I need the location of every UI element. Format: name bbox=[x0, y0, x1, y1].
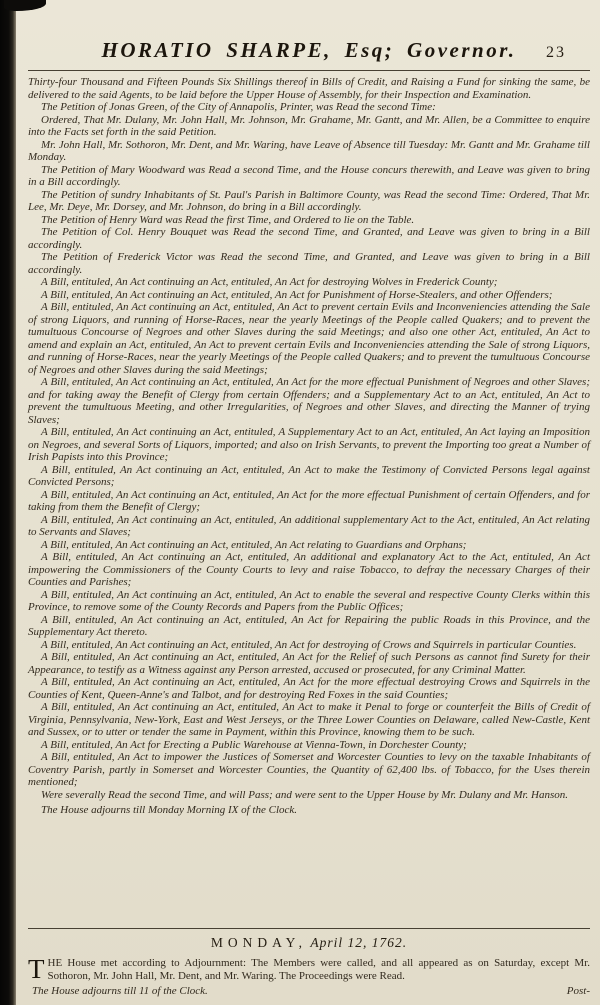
paragraph: A Bill, entituled, An Act continuing an Act, entituled, An Act for destroying of Crows and Squirrels in particular Counties. bbox=[41, 638, 577, 651]
page-title: HORATIO SHARPE, Esq; Governor. bbox=[101, 38, 517, 62]
paragraph: The Petition of Col. Henry Bouquet was Read the second Time, and Granted, and Leave was given to bring in a Bill accordingly. bbox=[28, 226, 590, 251]
paragraph: A Bill, entituled, An Act continuing an Act, entituled, An Act for Punishment of Horse-Stealers, and other Offenders; bbox=[41, 288, 553, 301]
document-page bbox=[28, 0, 590, 1005]
section-divider bbox=[28, 928, 590, 929]
paragraph: The Petition of Henry Ward was Read the first Time, and Ordered to lie on the Table. bbox=[41, 213, 415, 226]
adjourn-line: The House adjourns till 11 of the Clock. bbox=[32, 985, 208, 997]
paragraph: A Bill, entituled, An Act continuing an Act, entituled, An Act for the more effectual Punishment of certain Offenders, and for taking from them the Benefit of Clergy; bbox=[28, 488, 590, 513]
paragraph: The Petition of Mary Woodward was Read a second Time, and the House concurs therewith, and Leave was given to bring in a Bill accordingly. bbox=[28, 163, 590, 188]
paragraph: A Bill, entituled, An Act continuing an Act, entituled, An Act to make the Testimony of Convicted Persons legal against Convicted Persons; bbox=[28, 463, 590, 488]
day-label: MONDAY, bbox=[210, 935, 307, 950]
paragraph: A Bill, entituled, An Act continuing an Act, entituled, An additional supplementary Act to the Act, entituled, An Act relating to Servants and Slaves; bbox=[28, 513, 590, 538]
paragraph: A Bill, entituled, An Act continuing an Act, entituled, An Act for the Relief of such Persons as cannot find Surety for their Appearance, to testify as a Witness against any Person arrested, accused or prosecuted, for any Criminal Matter. bbox=[28, 651, 590, 676]
paragraph: A Bill, entituled, An Act continuing an Act, entituled, An Act to make it Penal to forge or counterfeit the Bills of Credit of Virginia, Pennsylvania, New-York, East and West Jerseys, or the Three Lower Counties on Delaware, called New-Castle, Kent and Sussex, or to utter or tender the same in Payment, within this Province, knowing them to be such. bbox=[28, 701, 590, 738]
paragraph: The Petition of Jonas Green, of the City of Annapolis, Printer, was Read the second Time: bbox=[41, 101, 436, 113]
meeting-text: HE House met according to Adjournment: The Members were called, and all appeared as on Saturday, except Mr. Sothoron, Mr. John Hall, Mr. Dent, and Mr. Waring. The Proceedings were Read. bbox=[47, 957, 590, 982]
paragraph: The Petition of sundry Inhabitants of St. Paul's Parish in Baltimore County, was Read the second Time: Ordered, That Mr. Lee, Mr. Deye, Mr. Dorsey, and Mr. Johnson, do bring in a Bill accordingly. bbox=[28, 188, 590, 213]
paragraph: Were severally Read the second Time, and will Pass; and were sent to the Upper House by Mr. Dulany and Mr. Hanson. bbox=[41, 788, 569, 801]
paragraph: A Bill, entituled, An Act continuing an Act, entituled, A Supplementary Act to an Act, entituled, An Act laying an Imposition on Negroes, and several Sorts of Liquors, imported; and also on Irish Servants, to prevent the Importing too great a Number of Irish Papists into this Province; bbox=[28, 426, 590, 463]
date-label: April 12, 1762. bbox=[310, 935, 408, 950]
meeting-paragraph bbox=[28, 954, 590, 984]
paragraph: A Bill, entituled, An Act for Erecting a Public Warehouse at Vienna-Town, in Dorchester County; bbox=[41, 738, 467, 751]
page-number: 23 bbox=[546, 44, 566, 61]
paragraph: Thirty-four Thousand and Fifteen Pounds Six Shillings thereof in Bills of Credit, and Raising a Fund for sinking the same, be delivered to the said Agents, to be laid before the Upper House of Assembly, for their Inspection and Examination. bbox=[28, 76, 590, 101]
page-header bbox=[28, 0, 590, 63]
paragraph: A Bill, entituled, An Act continuing an Act, entituled, An additional and explanatory Act to the Act, entituled, An Act impowering the Commissioners of the County Courts to levy and raise Tobacco, to defray the necessary Charges of their Counties and Parishes; bbox=[28, 551, 590, 588]
adjourn-row bbox=[28, 985, 590, 997]
paragraph: A Bill, entituled, An Act to impower the Justices of Somerset and Worcester Counties to levy on the taxable Inhabitants of Coventry Parish, partly in Somerset and Worcester Counties, the Quantity of 62,400 lbs. of Tobacco, for the Uses therein mentioned; bbox=[28, 751, 590, 788]
monday-section bbox=[28, 928, 590, 1005]
paragraph: A Bill, entituled, An Act continuing an Act, entituled, An Act to enable the several and respective County Clerks within this Province, to remove some of the County Records and Papers from the Public Offices; bbox=[28, 588, 590, 613]
paragraph: Ordered, That Mr. Dulany, Mr. John Hall, Mr. Johnson, Mr. Grahame, Mr. Gantt, and Mr. Allen, be a Committee to enquire into the Facts set forth in the said Petition. bbox=[28, 113, 590, 138]
dropcap: T bbox=[28, 954, 45, 984]
body-paragraphs bbox=[28, 76, 590, 817]
header-rule bbox=[28, 70, 590, 71]
paragraph: A Bill, entituled, An Act continuing an Act, entituled, An Act for the more effectual destroying Crows and Squirrels in the Counties of Kent, Queen-Anne's and Talbot, and for destroying Red Foxes in the said Counties; bbox=[28, 676, 590, 701]
paragraph: A Bill, entituled, An Act continuing an Act, entituled, An Act relating to Guardians and Orphans; bbox=[41, 538, 467, 551]
catchword: Post- bbox=[566, 985, 590, 997]
paragraph: A Bill, entituled, An Act continuing an Act, entituled, An Act for destroying Wolves in Frederick County; bbox=[41, 276, 498, 288]
binding-edge bbox=[0, 0, 16, 1005]
paragraph: A Bill, entituled, An Act continuing an Act, entituled, An Act for Repairing the public Roads in this Province, and the Supplementary Act thereto. bbox=[28, 613, 590, 638]
paragraph: A Bill, entituled, An Act continuing an Act, entituled, An Act to prevent certain Evils and Inconveniencies attending the Sale of strong Liquors, and running of Horse-Races, near the yearly Meetings of the People called Quakers; and to prevent the tumultuous Concourse of Negroes and other Slaves during the said Meetings; and also one other Act, entituled, An Act to amend and explain an Act, entituled, An Act to prevent certain Evils and Inconveniencies attending the Sale of strong Liquors, and running of Horse-Races, near the yearly Meetings of the People called Quakers; and to prevent the tumultuous Concourse of Negroes and other Slaves during the said Meetings; bbox=[28, 301, 590, 376]
paragraph: The Petition of Frederick Victor was Read the second Time, and Granted, and Leave was given to bring in a Bill accordingly. bbox=[28, 251, 590, 276]
paragraph: Mr. John Hall, Mr. Sothoron, Mr. Dent, and Mr. Waring, have Leave of Absence till Tuesday: Mr. Gantt and Mr. Grahame till Monday. bbox=[28, 138, 590, 163]
paragraph: The House adjourns till Monday Morning IX of the Clock. bbox=[41, 804, 298, 816]
section-heading bbox=[28, 935, 590, 951]
paragraph: A Bill, entituled, An Act continuing an Act, entituled, An Act for the more effectual Punishment of Negroes and other Slaves; and for taking away the Benefit of Clergy from certain Offenders; and a Supplementary Act to an Act, entituled, An Act to prevent the tumultuous Meeting, and other Irregularities, of Negroes and other Slaves, and directing the Manner of trying Slaves; bbox=[28, 376, 590, 426]
